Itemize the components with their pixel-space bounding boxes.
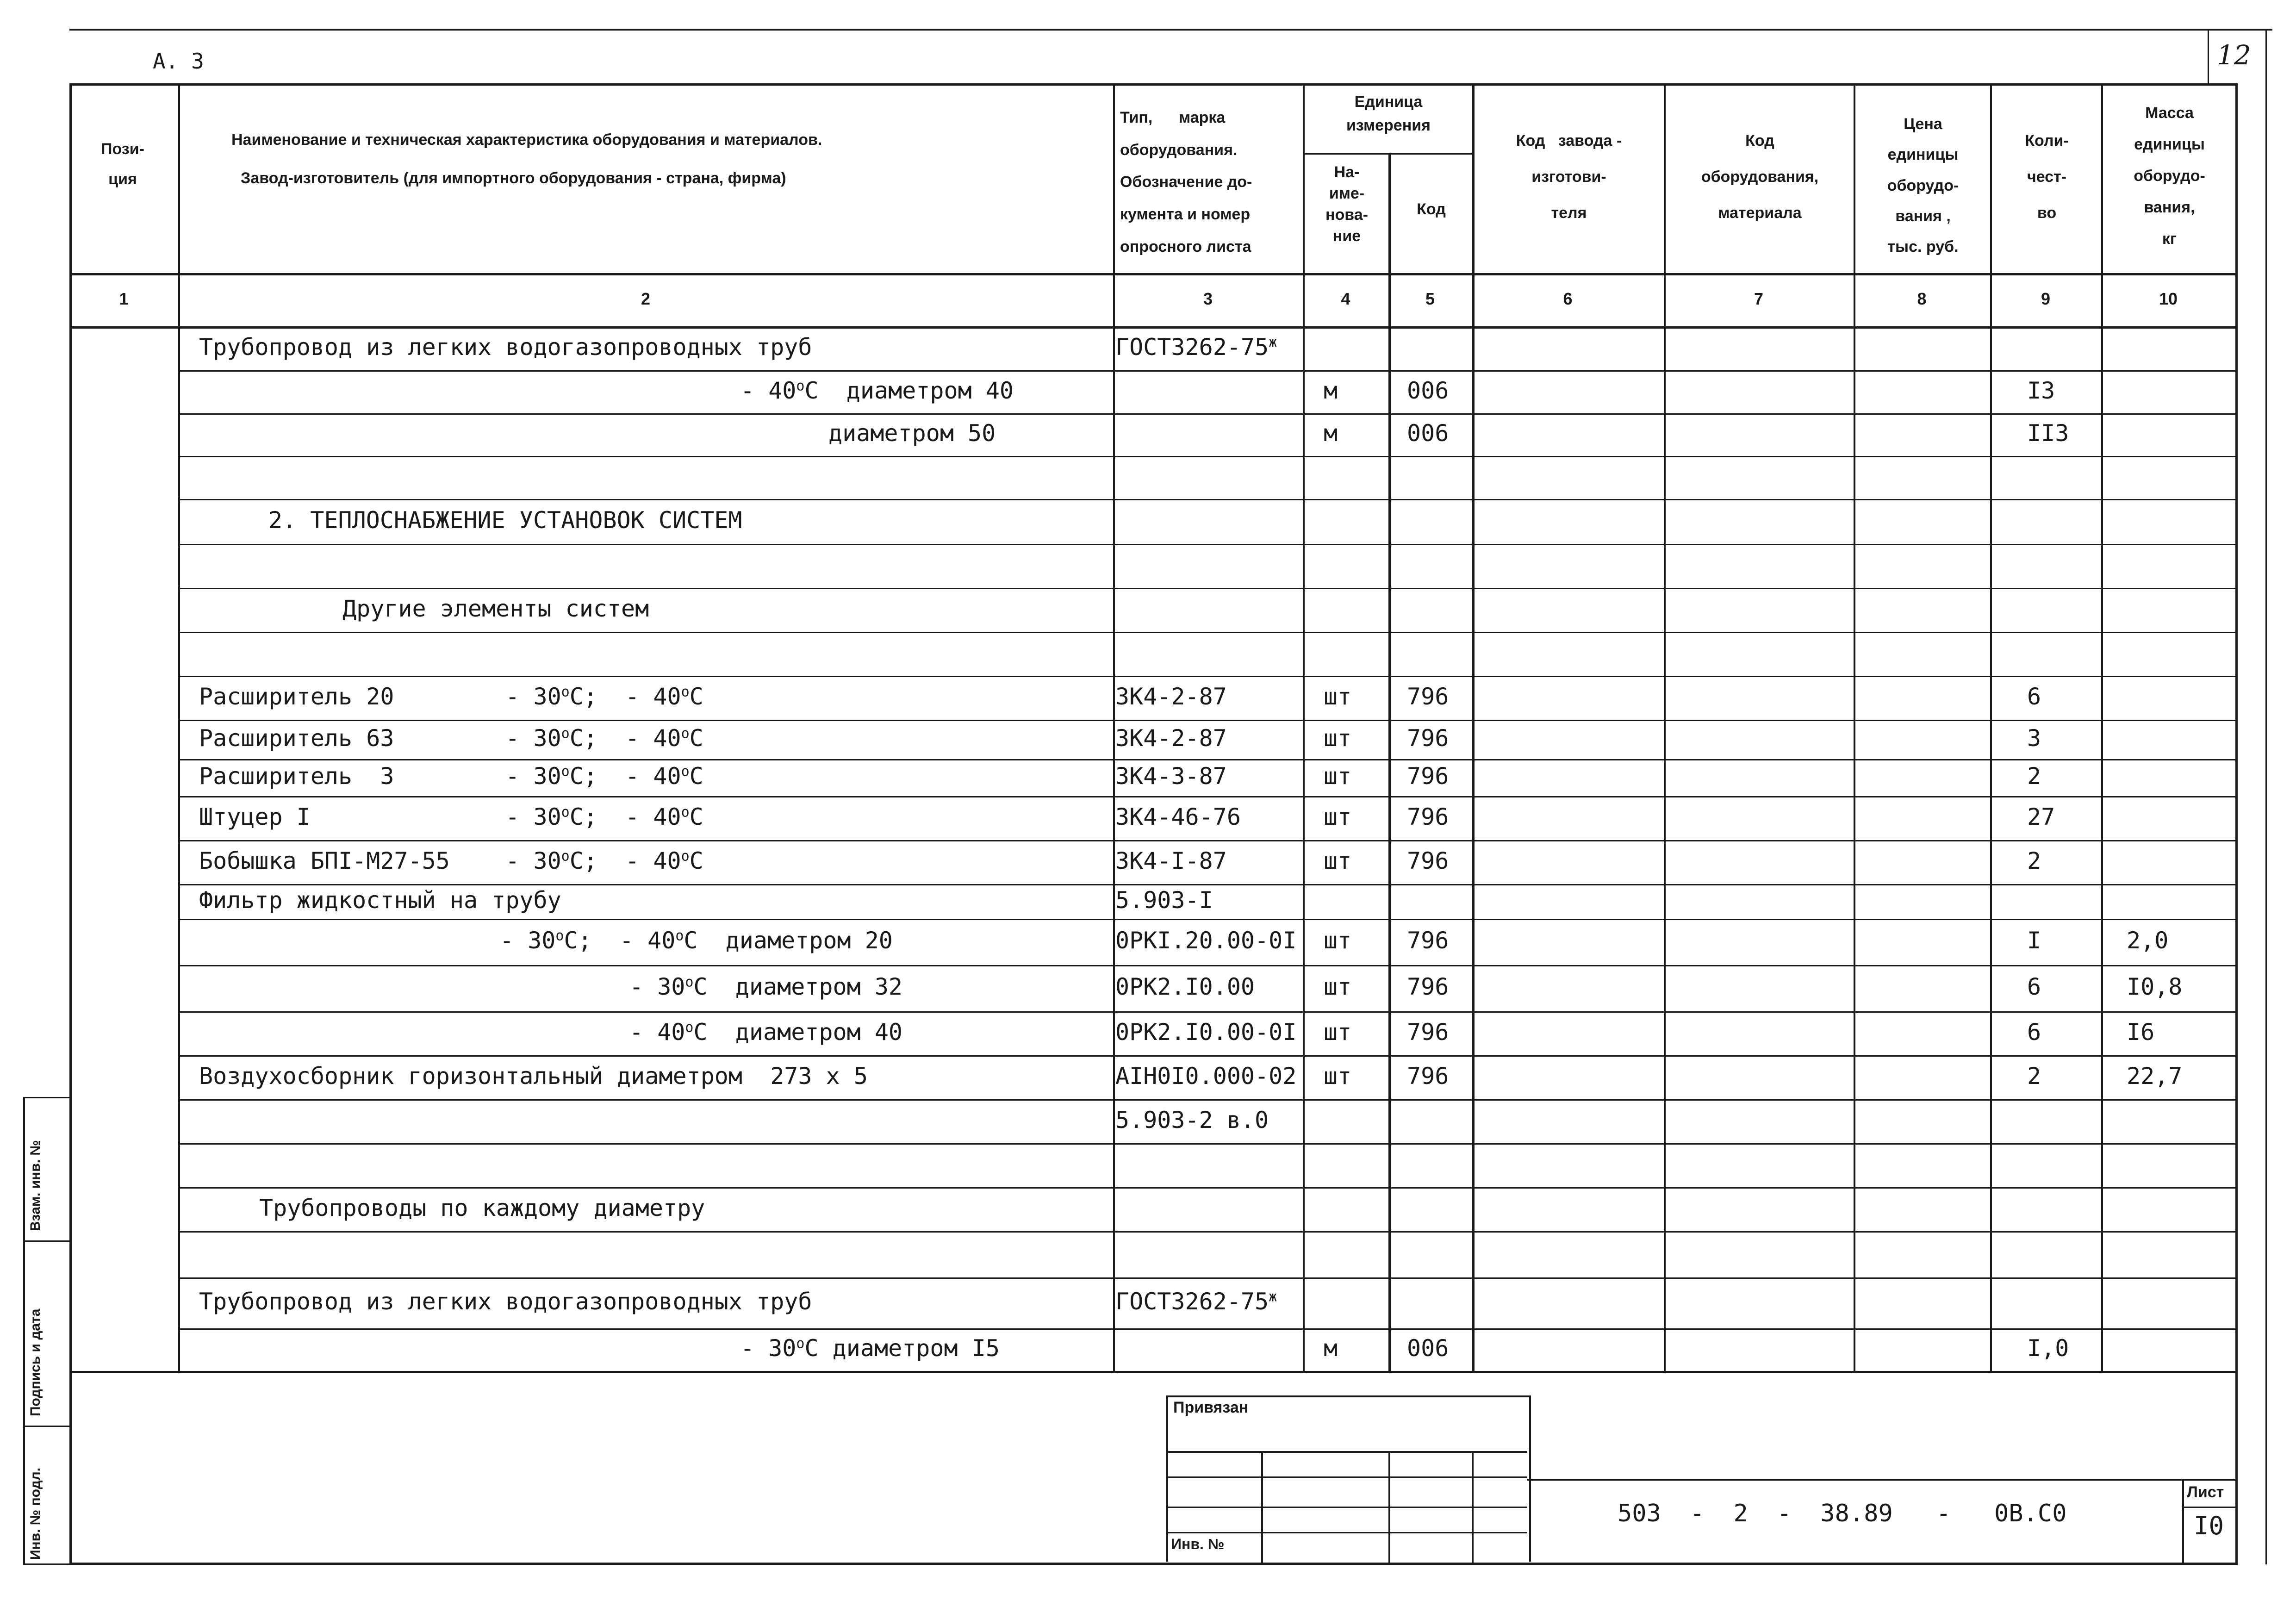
cell-name: - $30^оС$ диаметром 32 — [629, 973, 903, 1000]
cell-mass: I0,8 — [2127, 973, 2183, 1000]
top-border — [69, 29, 2272, 31]
cell-type: 0РКI.20.00-0I — [1115, 927, 1297, 954]
side-vzam: Взам. инв. № — [28, 1140, 43, 1231]
table-top-border — [69, 83, 2238, 86]
cell-unit: шт — [1324, 973, 1352, 1000]
cell-name: - $30^оС$; - $40^оС$ диаметром 20 — [500, 927, 893, 954]
cell-name: Штуцер I - $30^оС$; - $40^оС$ — [199, 803, 703, 830]
header-col4: На- име- нова- ние — [1325, 163, 1368, 245]
outer-right-border — [2235, 83, 2238, 1564]
column-number: 10 — [2159, 289, 2178, 308]
column-number: 8 — [1917, 289, 1927, 308]
table-row-line — [178, 676, 2235, 677]
cell-name: Воздухосборник горизонтальный диаметром 273 х 5 — [199, 1062, 868, 1090]
sheet-box-mid — [2182, 1507, 2238, 1508]
column-line — [1854, 83, 1855, 1371]
cell-type: АIН0I0.000-02 — [1115, 1062, 1297, 1090]
table-row-line — [178, 544, 2235, 545]
table-row-line — [178, 456, 2235, 457]
cell-unit: м — [1324, 420, 1338, 447]
doc-code: 503 - 2 - 38.89 - 0В.С0 — [1618, 1500, 2067, 1527]
stamp-vline-3 — [1472, 1451, 1474, 1564]
side-sign-date: Подпись и дата — [28, 1308, 43, 1416]
cell-name: - $40^оС$ диаметром 40 — [629, 1018, 903, 1046]
column-number: 5 — [1425, 289, 1435, 308]
header-col9: Коли- чест- во — [2025, 132, 2069, 222]
cell-qty: 27 — [2027, 803, 2055, 830]
table-row-line — [178, 588, 2235, 589]
side-stamp-sep-2 — [23, 1240, 72, 1242]
side-stamp-sep-3 — [23, 1426, 72, 1427]
table-row-line — [178, 1099, 2235, 1101]
table-row-line — [178, 1011, 2235, 1013]
table-row-line — [178, 840, 2235, 841]
cell-mass: 22,7 — [2127, 1062, 2183, 1090]
cell-type: 5.903-2 в.0 — [1115, 1106, 1269, 1133]
stamp-vline-1 — [1261, 1451, 1263, 1564]
cell-name: - $40^оС$ диаметром 40 — [740, 377, 1014, 404]
cell-qty: II3 — [2027, 420, 2069, 447]
table-row-line — [178, 1187, 2235, 1189]
cell-code: 796 — [1407, 1062, 1449, 1090]
cell-unit: м — [1324, 1335, 1338, 1362]
cell-unit: шт — [1324, 763, 1352, 790]
table-row-line — [178, 499, 2235, 500]
table-row-line — [178, 632, 2235, 633]
cell-type: 0РК2.I0.00 — [1115, 973, 1255, 1000]
cell-code: 796 — [1407, 724, 1449, 752]
cell-qty: 6 — [2027, 1018, 2041, 1046]
header-bottom-line — [69, 273, 2238, 275]
column-line — [1472, 83, 1475, 1371]
table-row-line — [178, 1231, 2235, 1233]
cell-name: Трубопровод из легких водогазопроводных труб — [199, 1288, 812, 1315]
column-line — [1303, 83, 1305, 1371]
header-col2: Наименование и техническая характеристика оборудования и материалов. Завод-изготовитель (для импортного оборудования - страна, фирма) — [231, 131, 822, 187]
cell-name: Расширитель 63 - $30^оС$; - $40^оС$ — [199, 724, 703, 752]
unit-group-line — [1303, 153, 1472, 155]
column-line — [1990, 83, 1992, 1371]
cell-type: 3К4-2-87 — [1115, 683, 1227, 710]
sheet-number: I0 — [2194, 1511, 2224, 1540]
cell-unit: шт — [1324, 927, 1352, 954]
header-col3: Тип, марка оборудования. Обозначение до- кумента и номер опросного листа — [1120, 109, 1252, 255]
cell-qty: 2 — [2027, 763, 2041, 790]
column-number: 7 — [1754, 289, 1764, 308]
column-number: 9 — [2041, 289, 2051, 308]
stamp-vline-2 — [1388, 1451, 1390, 1564]
cell-name: Фильтр жидкостный на трубу — [199, 886, 561, 914]
corner-label: А. 3 — [153, 49, 204, 74]
cell-type: 5.903-I — [1115, 886, 1213, 914]
column-number: 3 — [1203, 289, 1213, 308]
cell-mass: I6 — [2127, 1018, 2155, 1046]
cell-code: 006 — [1407, 420, 1449, 447]
column-number: 2 — [641, 289, 651, 308]
side-stamp-bottom — [23, 1563, 72, 1565]
column-number: 1 — [119, 289, 129, 308]
column-line — [1664, 83, 1666, 1371]
cell-code: 796 — [1407, 973, 1449, 1000]
column-line — [1113, 83, 1115, 1371]
cell-code: 796 — [1407, 1018, 1449, 1046]
cell-code: 006 — [1407, 1335, 1449, 1362]
column-line — [2101, 83, 2103, 1371]
cell-unit: шт — [1324, 724, 1352, 752]
cell-name: Трубопровод из легких водогазопроводных труб — [199, 333, 812, 361]
table-row-line — [178, 413, 2235, 415]
table-row-line — [178, 370, 2235, 372]
cell-unit: шт — [1324, 1062, 1352, 1090]
cell-code: 796 — [1407, 683, 1449, 710]
table-row-line — [178, 759, 2235, 760]
cell-unit: шт — [1324, 803, 1352, 830]
cell-name: диаметром 50 — [828, 420, 996, 447]
cell-name: Трубопроводы по каждому диаметру — [259, 1194, 705, 1221]
cell-type: 3К4-I-87 — [1115, 847, 1227, 874]
cell-unit: м — [1324, 377, 1338, 404]
table-row-line — [178, 1277, 2235, 1279]
header-col10: Масса единицы оборудо- вания, кг — [2134, 104, 2205, 248]
cell-qty: I — [2027, 927, 2041, 954]
cell-qty: 2 — [2027, 847, 2041, 874]
cell-type: $ГОСТ3262-75^ж$ — [1115, 333, 1277, 361]
numrow-bottom-line — [69, 326, 2238, 329]
side-stamp-left — [23, 1097, 25, 1564]
outer-bottom-border — [69, 1563, 2238, 1565]
column-number: 6 — [1563, 289, 1573, 308]
cell-code: 796 — [1407, 847, 1449, 874]
cell-code: 796 — [1407, 803, 1449, 830]
cell-unit: шт — [1324, 1018, 1352, 1046]
column-number: 4 — [1341, 289, 1350, 308]
cell-qty: 6 — [2027, 683, 2041, 710]
sheet-label: Лист — [2187, 1483, 2224, 1501]
cell-qty: 3 — [2027, 724, 2041, 752]
cell-qty: 6 — [2027, 973, 2041, 1000]
cell-unit: шт — [1324, 847, 1352, 874]
header-col1: Пози- ция — [101, 140, 144, 188]
cell-name: Расширитель 3 - $30^оС$; - $40^оС$ — [199, 763, 703, 790]
header-col7: Код оборудования, материала — [1701, 132, 1819, 222]
header-unit-group: Единица измерения — [1346, 93, 1431, 134]
cell-type: 3К4-46-76 — [1115, 803, 1241, 830]
header-col8: Цена единицы оборудо- вания , тыс. руб. — [1887, 115, 1959, 256]
table-row-line — [178, 884, 2235, 885]
sheet-box-left — [2182, 1479, 2184, 1564]
page-number-handwritten: 12 — [2217, 39, 2251, 71]
side-inv-orig: Инв. № подл. — [28, 1467, 43, 1560]
side-stamp-sep-1 — [23, 1097, 72, 1098]
cell-unit: шт — [1324, 683, 1352, 710]
cell-name: - $30^оС$ диаметром I5 — [740, 1335, 1000, 1362]
cell-name: Расширитель 20 - $30^оС$; - $40^оС$ — [199, 683, 703, 710]
table-row-line — [178, 919, 2235, 920]
column-line — [178, 83, 180, 1371]
page-num-box-left — [2208, 29, 2209, 84]
cell-qty: I,0 — [2027, 1335, 2069, 1362]
cell-type: $ГОСТ3262-75^ж$ — [1115, 1288, 1277, 1315]
title-block-top — [1527, 1479, 2238, 1481]
cell-type: 0РК2.I0.00-0I — [1115, 1018, 1297, 1046]
cell-name: Бобышка БПI-М27-55 - $30^оС$; - $40^оС$ — [199, 847, 703, 874]
table-row-line — [178, 1055, 2235, 1057]
cell-type: 3К4-3-87 — [1115, 763, 1227, 790]
footer-top-line — [69, 1371, 2238, 1373]
cell-qty: 2 — [2027, 1062, 2041, 1090]
cell-type: 3К4-2-87 — [1115, 724, 1227, 752]
cell-mass: 2,0 — [2127, 927, 2169, 954]
cell-code: 006 — [1407, 377, 1449, 404]
table-row-line — [178, 965, 2235, 966]
frame-right-thin — [2265, 29, 2267, 1564]
header-col6: Код завода - изготови- теля — [1516, 132, 1622, 222]
cell-name: Другие элементы систем — [342, 595, 649, 622]
cell-code: 796 — [1407, 763, 1449, 790]
cell-name: 2. ТЕПЛОСНАБЖЕНИЕ УСТАНОВОК СИСТЕМ — [268, 506, 742, 534]
cell-qty: I3 — [2027, 377, 2055, 404]
bound-label: Привязан — [1173, 1399, 1249, 1416]
table-row-line — [178, 720, 2235, 721]
table-row-line — [178, 796, 2235, 797]
table-row-line — [178, 1328, 2235, 1330]
inv-label: Инв. № — [1171, 1536, 1225, 1552]
table-row-line — [178, 1143, 2235, 1145]
cell-code: 796 — [1407, 927, 1449, 954]
header-col5: Код — [1417, 200, 1446, 218]
